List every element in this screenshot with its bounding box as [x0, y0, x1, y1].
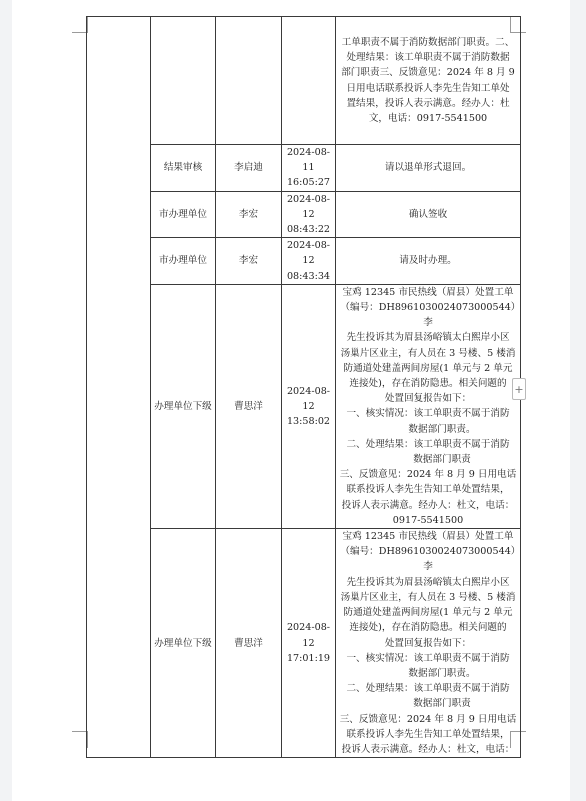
opinion-cell: 请及时办理。 [336, 238, 521, 285]
time-cell [282, 191, 336, 238]
text-line: 一、核实情况：该工单职责不属于消防 [346, 408, 510, 420]
time-clock: 17:01:19 [286, 652, 331, 664]
text-line: 连接处)，存在消防隐患。相关问题的 [349, 622, 507, 634]
text-line: 先生投诉其为眉县汤峪镇太白熙岸小区 [346, 332, 510, 344]
text-line: 三、反馈意见：2024 年 8 月 9 日用电话 [339, 713, 517, 725]
person-cell: 李宏 [216, 238, 282, 285]
text-line: 文，电话：0917-5541500 [368, 112, 488, 124]
text-line: 汤巢片区业主，有人员在 3 号楼、5 楼消 [340, 591, 516, 603]
text-line: 工单职责不属于消防数据部门职责。二、 [341, 36, 515, 48]
unit-cell: 结果审核 [151, 145, 216, 192]
opinion-cell: 确认签收 [336, 191, 521, 238]
table-row [87, 191, 521, 238]
text-line: 宝鸡 12345 市民热线（眉县）处置工单 [342, 286, 514, 298]
person-cell: 曹思洋 [216, 529, 282, 758]
expand-plus-button[interactable] [512, 378, 526, 400]
left-margin-cell [87, 17, 151, 758]
text-line: （编号：DH8961030024073000544）李 [340, 302, 516, 329]
person-cell: 李宏 [216, 191, 282, 238]
text-line: 部门职责三、反馈意见：2024 年 8 月 9 [341, 67, 515, 79]
text-line: 处理结果：该工单职责不属于消防数据 [346, 52, 510, 64]
text-line: 日用电话联系投诉人李先生告知工单处 [346, 82, 510, 94]
text-line: （编号：DH8961030024073000544）李 [340, 546, 516, 573]
unit-cell: 办理单位下级 [151, 529, 216, 758]
time-clock: 08:43:22 [286, 224, 331, 236]
text-line: 连接处)，存在消防隐患。相关问题的 [349, 378, 507, 390]
unit-cell [151, 17, 216, 145]
text-line: 先生投诉其为眉县汤峪镇太白熙岸小区 [346, 576, 510, 588]
time-date: 2024-08- [286, 622, 331, 634]
unit-cell: 市办理单位 [151, 238, 216, 285]
text-line: 防通道处建盖两间房屋(1 单元与 2 单元 [343, 362, 513, 374]
table-row [87, 284, 521, 528]
text-line: 二、处理结果：该工单职责不属于消防 [346, 683, 510, 695]
text-line: 防通道处建盖两间房屋(1 单元与 2 单元 [343, 607, 513, 619]
text-line: 数据部门职责 [413, 698, 471, 710]
time-day: 12 [302, 400, 315, 412]
time-day: 12 [302, 208, 315, 220]
text-line: 联系投诉人李先生告知工单处置结果， [346, 484, 510, 496]
time-date: 2024-08- [286, 385, 331, 397]
time-clock: 16:05:27 [286, 177, 331, 189]
table-row [87, 145, 521, 192]
text-line: 处置回复报告如下： [384, 637, 472, 649]
text-line: 0917-5541500 [392, 514, 464, 526]
text-line: 处置回复报告如下： [384, 393, 472, 405]
text-line: 宝鸡 12345 市民热线（眉县）处置工单 [342, 531, 514, 543]
person-cell [216, 17, 282, 145]
time-date: 2024-08- [286, 240, 331, 252]
process-record-table [86, 16, 524, 758]
time-date: 2024-08- [286, 147, 331, 158]
text-line: 汤巢片区业主，有人员在 3 号楼、5 楼消 [340, 347, 516, 359]
text-line: 三、反馈意见：2024 年 8 月 9 日用电话 [339, 469, 517, 481]
person-cell: 曹思洋 [216, 284, 282, 528]
time-day: 12 [302, 637, 315, 649]
unit-cell: 办理单位下级 [151, 284, 216, 528]
opinion-cell: 请以退单形式退回。 [336, 145, 521, 192]
time-clock: 13:58:02 [286, 416, 331, 428]
time-cell [282, 529, 336, 758]
text-line: 投诉人表示满意。经办人：杜文，电话： [341, 743, 515, 755]
text-line: 联系投诉人李先生告知工单处置结果， [346, 728, 510, 740]
time-clock: 08:43:34 [286, 270, 331, 282]
text-line: 一、核实情况：该工单职责不属于消防 [346, 652, 510, 664]
opinion-cell [336, 284, 524, 528]
time-day: 12 [302, 255, 315, 267]
opinion-cell [336, 17, 521, 145]
unit-cell: 市办理单位 [151, 191, 216, 238]
time-cell [282, 238, 336, 285]
time-day: 11 [302, 162, 315, 174]
table-row [87, 529, 521, 758]
time-cell [282, 145, 336, 192]
table-row [87, 238, 521, 285]
time-cell [282, 17, 336, 145]
table-row [87, 17, 521, 145]
text-line: 数据部门职责 [413, 454, 471, 466]
time-cell [282, 284, 336, 528]
person-cell: 李启迪 [216, 145, 282, 192]
text-line: 投诉人表示满意。经办人：杜文，电话： [341, 499, 515, 511]
time-date: 2024-08- [286, 193, 331, 205]
text-line: 二、处理结果：该工单职责不属于消防 [346, 438, 510, 450]
plus-icon: + [514, 382, 524, 396]
text-line: 数据部门职责。 [408, 667, 476, 679]
text-line: 数据部门职责。 [408, 423, 476, 435]
text-line: 置结果，投诉人表示满意。经办人：杜 [346, 97, 510, 109]
opinion-cell [336, 529, 521, 758]
